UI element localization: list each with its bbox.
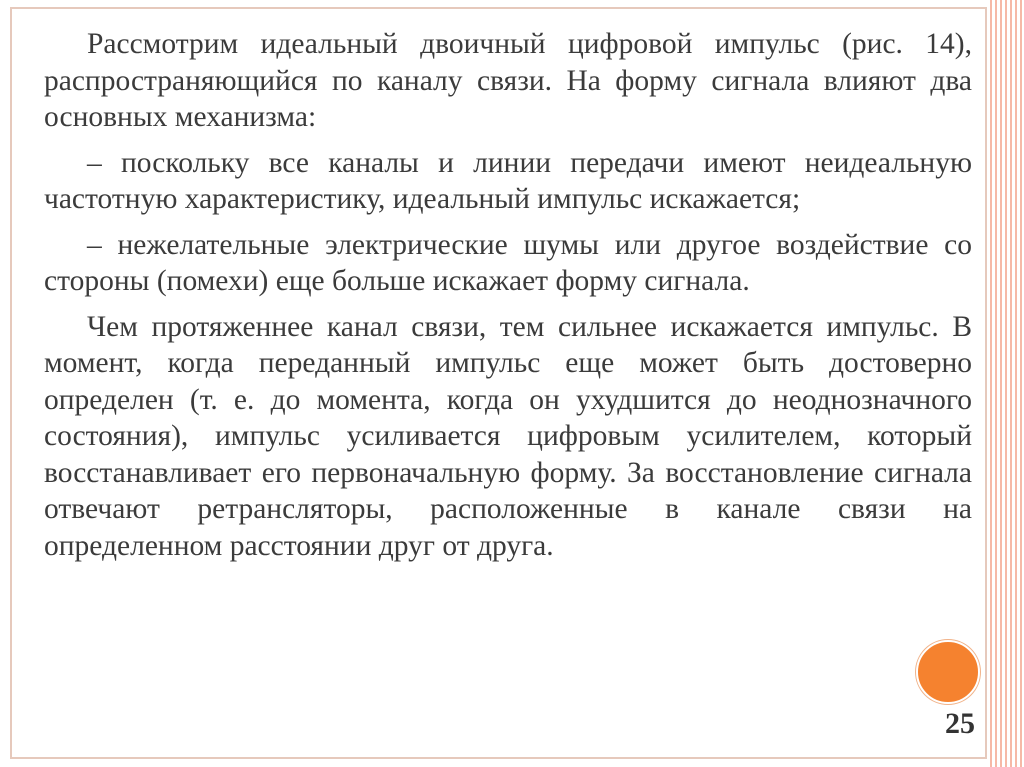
paragraph-conclusion: Чем протяженнее канал связи, тем сильнее искажается импульс. В момент, когда переданный импульс еще может быть достоверно определен (т. е. до момента, когда он ухудшится до неоднозначного состояния), импульс усиливается цифровым усилителем, который восстанавливает его первоначальную форму. За восстановление сигнала отвечают ретрансляторы, расположенные в канале связи на определенном расстоянии друг от друга. (44, 310, 972, 562)
decorative-stripes (990, 0, 1024, 767)
page-number: 25 (945, 707, 975, 740)
paragraph-bullet-frequency: – поскольку все каналы и линии передачи имеют неидеальную частотную характеристику, идеальный импульс искажается; (44, 146, 972, 215)
paragraph-bullet-noise: – нежелательные электрические шумы или другое воздействие со стороны (помехи) еще больше искажает форму сигнала. (44, 228, 972, 297)
decorative-circle (916, 640, 980, 704)
slide-body (44, 26, 972, 573)
paragraph-intro: Рассмотрим идеальный двоичный цифровой импульс (рис. 14), распространяющийся по каналу связи. На форму сигнала влияют два основных механизма: (44, 28, 972, 133)
